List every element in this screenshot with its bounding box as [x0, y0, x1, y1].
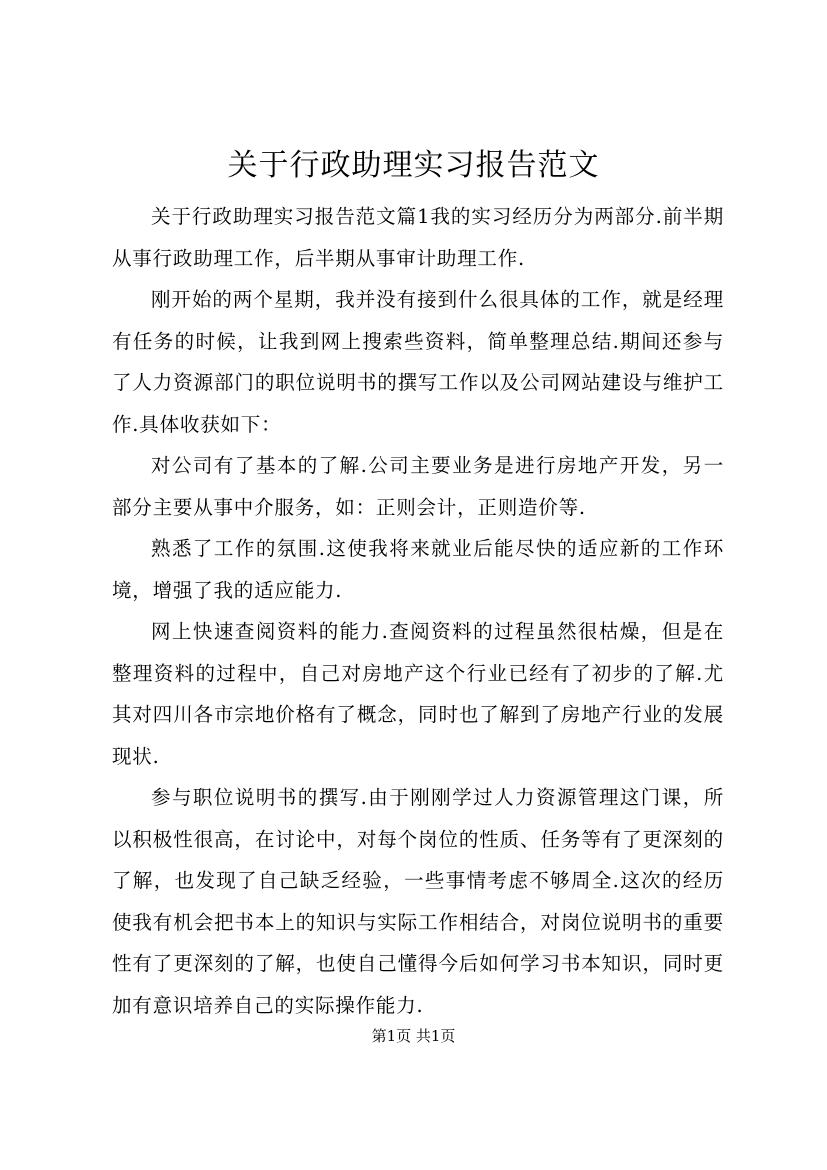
- paragraph-6: 参与职位说明书的撰写.由于刚刚学过人力资源管理这门课，所以积极性很高，在讨论中，对每个岗位的性质、任务等有了更深刻的了解，也发现了自己缺乏经验，一些事情考虑不够周全.这次的经历使我有机会把书本上的知识与实际工作相结合，对岗位说明书的重要性有了更深刻的了解，也使自己懂得今后如何学习书本知识，同时更加有意识培养自己的实际操作能力.: [112, 786, 724, 1017]
- paragraph-1: 关于行政助理实习报告范文篇1我的实习经历分为两部分.前半期从事行政助理工作，后半期从事审计助理工作.: [112, 205, 724, 270]
- paragraph-2: 刚开始的两个星期，我并没有接到什么很具体的工作，就是经理有任务的时候，让我到网上搜索些资料，简单整理总结.期间还参与了人力资源部门的职位说明书的撰写工作以及公司网站建设与维护工作.具体收获如下：: [112, 288, 724, 436]
- paragraph-5: 网上快速查阅资料的能力.查阅资料的过程虽然很枯燥，但是在整理资料的过程中，自己对房地产这个行业已经有了初步的了解.尤其对四川各市宗地价格有了概念，同时也了解到了房地产行业的发展现状.: [112, 620, 724, 768]
- paragraph-4: 熟悉了工作的氛围.这使我将来就业后能尽快的适应新的工作环境，增强了我的适应能力.: [112, 537, 724, 602]
- page-footer: 第1页 共1页: [371, 1027, 456, 1045]
- document-title: 关于行政助理实习报告范文: [227, 148, 600, 183]
- document-body: [112, 196, 724, 1026]
- paragraph-3: 对公司有了基本的了解.公司主要业务是进行房地产开发，另一部分主要从事中介服务，如：正则会计，正则造价等.: [112, 454, 724, 519]
